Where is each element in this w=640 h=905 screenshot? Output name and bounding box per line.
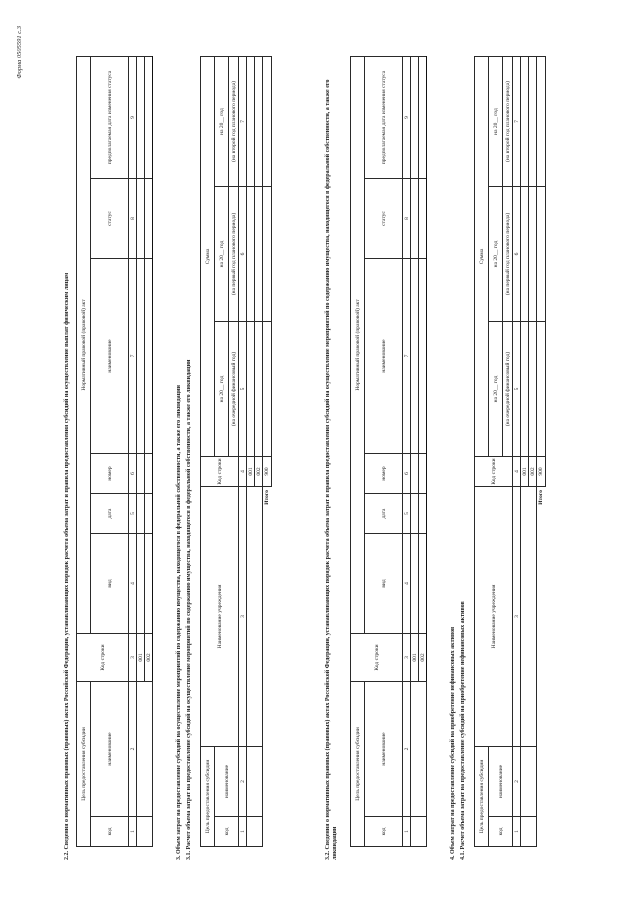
header-year-1: на 20__ год — [489, 322, 503, 457]
cell[interactable] — [137, 259, 145, 454]
cell[interactable] — [137, 534, 145, 634]
col-num: 4 — [239, 457, 247, 487]
col-num: 8 — [403, 179, 411, 259]
header-code: код — [91, 817, 129, 847]
row-code: 002 — [419, 634, 427, 682]
cell[interactable] — [137, 56, 145, 178]
cell[interactable] — [255, 56, 263, 186]
header-year-1-note: (на очередной финансовый год) — [229, 322, 239, 457]
header-year-2-note: (на первый год планового периода) — [229, 187, 239, 322]
col-num: 4 — [129, 534, 137, 634]
col-num: 7 — [129, 259, 137, 454]
header-code: код — [365, 817, 403, 847]
header-act: Нормативный правовой (правовой) акт — [77, 56, 91, 633]
header-row-code: Код строки — [77, 634, 129, 682]
header-number: номер — [365, 454, 403, 494]
cell[interactable] — [411, 494, 419, 534]
header-goal: Цель предоставления субсидии — [201, 747, 215, 847]
cell[interactable] — [419, 454, 427, 494]
header-institution: Наименование учреждения — [201, 487, 239, 747]
cell[interactable] — [411, 534, 419, 634]
header-name: наименование — [365, 682, 403, 817]
col-num: 5 — [129, 494, 137, 534]
header-row-code: Код строки — [475, 457, 513, 487]
header-year-3: на 20__ год — [215, 56, 229, 186]
cell[interactable] — [419, 494, 427, 534]
cell[interactable] — [145, 454, 153, 494]
cell[interactable] — [411, 259, 419, 454]
header-number: номер — [91, 454, 129, 494]
col-num: 8 — [129, 179, 137, 259]
total-label: Итого — [264, 490, 271, 505]
cell[interactable] — [411, 454, 419, 494]
cell[interactable] — [419, 56, 427, 178]
table-4-1 — [474, 56, 546, 847]
header-year-2-note: (на первый год планового периода) — [503, 187, 513, 322]
cell[interactable] — [529, 322, 537, 457]
header-status: статус — [365, 179, 403, 259]
section-4-1-title: 4.1. Расчет объема затрат на предоставление субсидий на приобретение нефинансовых активов — [460, 601, 466, 860]
col-num: 3 — [239, 487, 247, 747]
cell[interactable] — [521, 56, 529, 186]
cell[interactable] — [255, 187, 263, 322]
cell[interactable] — [411, 56, 419, 178]
col-num: 7 — [513, 56, 521, 186]
header-name: наименование — [489, 747, 513, 817]
cell[interactable] — [247, 817, 263, 847]
header-row-code: Код строки — [351, 634, 403, 682]
table-3-1 — [200, 56, 272, 847]
cell[interactable] — [537, 322, 546, 457]
section-2-2-title: 2.2. Сведения о нормативных правовых (правовых) актах Российской Федерации, устанавливающих порядок расчета объема затрат и правила предоставления субсидий на осуществление выплат физическим лицам — [64, 272, 70, 860]
cell[interactable] — [247, 747, 263, 817]
header-act: Нормативный правовой (правовой) акт — [351, 56, 365, 633]
cell[interactable] — [247, 322, 255, 457]
header-expected-date: предполагаемая дата изменения статуса — [91, 56, 129, 178]
col-num: 6 — [129, 454, 137, 494]
cell[interactable] — [521, 187, 529, 322]
col-num: 9 — [403, 56, 411, 178]
cell[interactable] — [255, 322, 263, 457]
row-code: 001 — [137, 634, 145, 682]
header-year-2: на 20__ год — [215, 187, 229, 322]
cell[interactable] — [419, 534, 427, 634]
col-num: 3 — [513, 487, 521, 747]
header-act-name: наименование — [365, 259, 403, 454]
cell[interactable] — [247, 487, 263, 747]
col-num: 2 — [129, 682, 137, 817]
cell[interactable] — [263, 322, 272, 457]
header-year-1: на 20__ год — [215, 322, 229, 457]
cell[interactable] — [411, 817, 427, 847]
row-code: 002 — [255, 457, 263, 487]
row-code: 001 — [521, 457, 529, 487]
cell[interactable] — [137, 494, 145, 534]
table-2-2 — [76, 56, 153, 847]
cell[interactable] — [137, 682, 153, 817]
col-num: 5 — [239, 322, 247, 457]
header-year-3-note: (на второй год планового периода) — [229, 56, 239, 186]
col-num: 5 — [513, 322, 521, 457]
header-name: наименование — [215, 747, 239, 817]
cell[interactable] — [529, 187, 537, 322]
header-year-1-note: (на очередной финансовый год) — [503, 322, 513, 457]
row-code: 002 — [145, 634, 153, 682]
col-num: 3 — [129, 634, 137, 682]
cell[interactable] — [419, 179, 427, 259]
col-num: 1 — [513, 817, 521, 847]
col-num: 2 — [513, 747, 521, 817]
header-date: дата — [91, 494, 129, 534]
header-name: наименование — [91, 682, 129, 817]
table-3-2 — [350, 56, 427, 847]
cell[interactable] — [537, 56, 546, 186]
cell[interactable] — [247, 56, 255, 186]
header-type: вид — [91, 534, 129, 634]
col-num: 1 — [129, 817, 137, 847]
cell[interactable] — [521, 747, 537, 817]
header-year-2: на 20__ год — [489, 187, 503, 322]
header-year-3-note: (на второй год планового периода) — [503, 56, 513, 186]
header-institution: Наименование учреждения — [475, 487, 513, 747]
header-expected-date: предполагаемая дата изменения статуса — [365, 56, 403, 178]
total-code: 900 — [263, 457, 272, 487]
col-num: 3 — [403, 634, 411, 682]
header-sum: Сумма — [201, 56, 215, 456]
cell[interactable] — [145, 494, 153, 534]
form-code: Форма 0505591 с.3 — [16, 26, 23, 79]
cell[interactable] — [145, 56, 153, 178]
header-year-3: на 20__ год — [489, 56, 503, 186]
col-num: 6 — [403, 454, 411, 494]
col-num: 2 — [403, 682, 411, 817]
cell[interactable] — [521, 322, 529, 457]
col-num: 7 — [239, 56, 247, 186]
section-4-title: 4. Объем затрат на предоставление субсидий на приобретение нефинансовых активов — [450, 626, 456, 860]
section-3-2-title: 3.2. Сведения о нормативных правовых (правовых) актах Российской Федерации, устанавливающих порядок расчета объема затрат и правила предоставления субсидий на осуществление мероприятий по содержанию имущества, находящегося в федеральной собственности, а также его ликвидации — [325, 79, 338, 860]
cell[interactable] — [521, 487, 537, 747]
cell[interactable] — [411, 179, 419, 259]
cell[interactable] — [247, 187, 255, 322]
header-row-code: Код строки — [201, 457, 239, 487]
row-code: 002 — [529, 457, 537, 487]
cell[interactable] — [537, 187, 546, 322]
header-code: код — [215, 817, 239, 847]
cell[interactable] — [137, 454, 145, 494]
col-num: 7 — [403, 259, 411, 454]
cell[interactable] — [529, 56, 537, 186]
col-num: 2 — [239, 747, 247, 817]
section-3-1-title: 3.1. Расчет объема затрат на предоставление субсидий на осуществление мероприятий по содержанию имущества, находящегося в федеральной собственности, а также его ликвидации — [186, 359, 192, 860]
header-status: статус — [91, 179, 129, 259]
header-sum: Сумма — [475, 56, 489, 456]
header-code: код — [489, 817, 513, 847]
cell[interactable] — [419, 259, 427, 454]
col-num: 5 — [403, 494, 411, 534]
col-num: 9 — [129, 56, 137, 178]
cell[interactable] — [263, 56, 272, 186]
cell[interactable] — [145, 259, 153, 454]
row-code: 001 — [411, 634, 419, 682]
col-num: 1 — [403, 817, 411, 847]
total-code: 900 — [537, 457, 546, 487]
header-act-name: наименование — [91, 259, 129, 454]
header-goal: Цель предоставления субсидии — [475, 747, 489, 847]
cell[interactable] — [521, 817, 537, 847]
header-goal: Цель предоставления субсидии — [351, 682, 365, 847]
row-code: 001 — [247, 457, 255, 487]
col-num: 4 — [513, 457, 521, 487]
cell[interactable] — [145, 179, 153, 259]
col-num: 1 — [239, 817, 247, 847]
header-goal: Цель предоставления субсидии — [77, 682, 91, 847]
col-num: 6 — [513, 187, 521, 322]
col-num: 6 — [239, 187, 247, 322]
col-num: 4 — [403, 534, 411, 634]
cell[interactable] — [137, 817, 153, 847]
section-3-title: 3. Объем затрат на предоставление субсидий на осуществление мероприятий по содержанию имущества, находящегося в федеральной собственности, а также его ликвидации — [176, 384, 182, 860]
header-type: вид — [365, 534, 403, 634]
cell[interactable] — [137, 179, 145, 259]
cell[interactable] — [145, 534, 153, 634]
cell[interactable] — [411, 682, 427, 817]
cell[interactable] — [263, 187, 272, 322]
header-date: дата — [365, 494, 403, 534]
total-label: Итого — [538, 490, 545, 505]
